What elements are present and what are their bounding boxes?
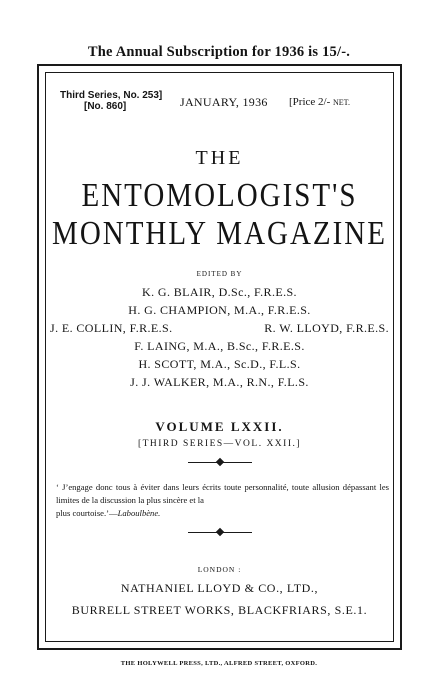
quote-text-end: plus courtoise.’— xyxy=(56,508,118,518)
publisher-name: NATHANIEL LLOYD & CO., LTD., xyxy=(120,581,319,595)
cover-border-inner xyxy=(45,72,394,642)
issue-date: JANUARY, 1936 xyxy=(180,95,268,109)
imprint-place: LONDON : xyxy=(197,565,242,574)
epigraph-quote xyxy=(56,481,389,520)
editor-1: K. G. BLAIR, D.Sc., F.R.E.S. xyxy=(142,285,297,299)
editor-6: J. J. WALKER, M.A., R.N., F.L.S. xyxy=(130,375,309,389)
printer-line: THE HOLYWELL PRESS, LTD., ALFRED STREET, OXFORD. xyxy=(120,660,318,667)
title-line-2: MONTHLY MAGAZINE xyxy=(52,215,387,252)
ornament-divider-bottom xyxy=(188,529,252,535)
edited-by-label: EDITED BY xyxy=(196,270,243,278)
volume-subtitle: [THIRD SERIES—VOL. XXII.] xyxy=(137,439,302,449)
third-series-label: Third Series, No. 253] xyxy=(60,90,163,101)
editor-3-left: J. E. COLLIN, F.R.E.S. xyxy=(50,321,173,335)
series-number-block xyxy=(60,90,176,112)
title-article: THE xyxy=(195,147,244,169)
editor-2: H. G. CHAMPION, M.A., F.R.E.S. xyxy=(128,303,311,317)
subscription-notice: The Annual Subscription for 1936 is 15/-. xyxy=(87,44,351,60)
price-label xyxy=(289,96,350,108)
editor-4: F. LAING, M.A., B.Sc., F.R.E.S. xyxy=(134,339,305,353)
price-main: [Price 2/- xyxy=(289,96,331,108)
quote-last-line xyxy=(56,507,389,520)
editor-5: H. SCOTT, M.A., Sc.D., F.L.S. xyxy=(138,357,301,371)
quote-text: ‘ J’engage donc tous à éviter dans leurs écrits toute personnalité, toute allusion dépassant les limites de la discussion la plus sincère et la xyxy=(56,482,389,505)
volume-title: VOLUME LXXII. xyxy=(155,419,284,434)
publisher-address: BURRELL STREET WORKS, BLACKFRIARS, S.E.1. xyxy=(71,603,368,617)
quote-author: Laboulbène. xyxy=(117,508,161,518)
editor-3-right: R. W. LLOYD, F.R.E.S. xyxy=(264,321,389,335)
price-suffix: NET. xyxy=(332,98,350,107)
title-line-1: ENTOMOLOGIST'S xyxy=(81,177,358,214)
ornament-divider-top xyxy=(188,459,252,465)
issue-number-label: [No. 860] xyxy=(84,101,127,112)
cover-border-outer xyxy=(37,64,402,650)
